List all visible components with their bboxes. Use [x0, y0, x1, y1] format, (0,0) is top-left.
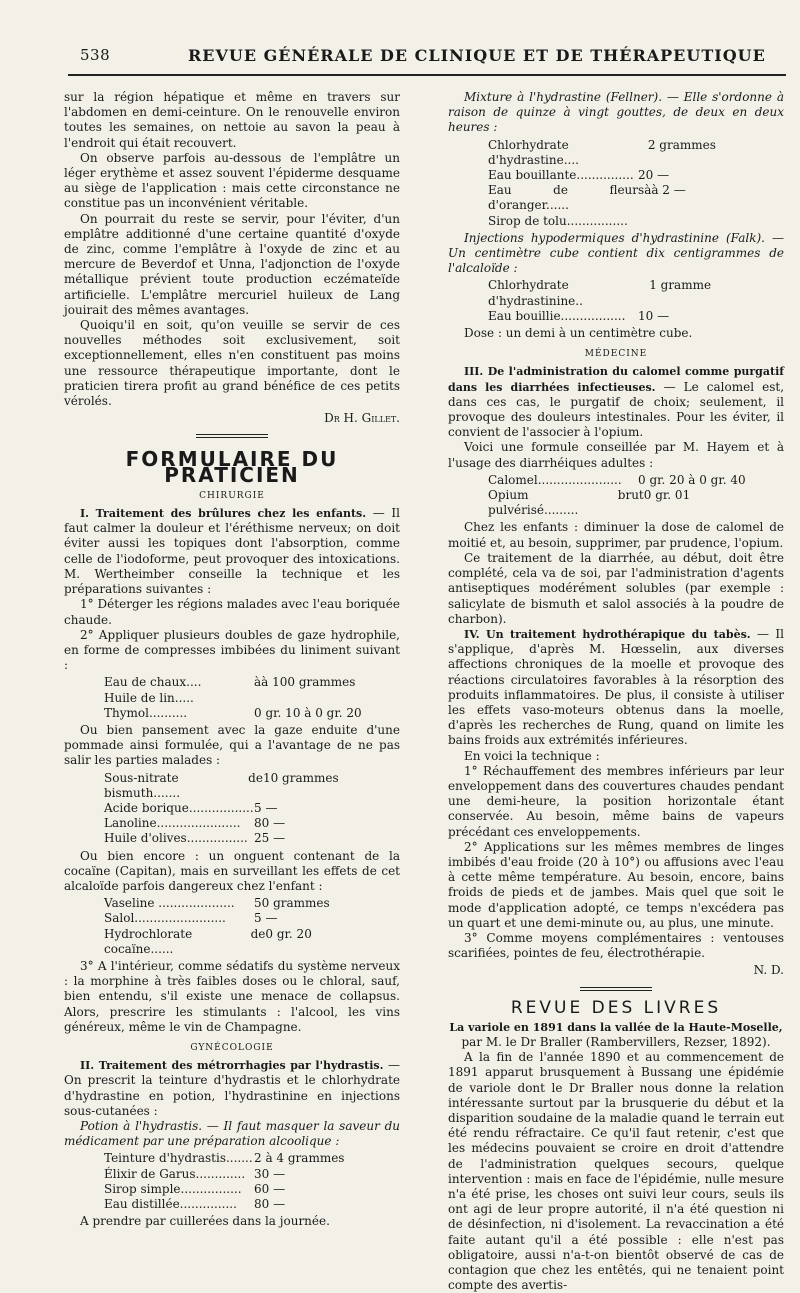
intro-paragraph-2: On observe parfois au-dessous de l'emplâtre un léger erythème et assez souvent l'épiderme desquame au siège de l'application : mais cette circonstance ne constitue pas un inconvénient véritable.: [64, 150, 400, 211]
recipe-row: [488, 183, 748, 213]
recipe-row: [104, 1151, 364, 1166]
recipe-row: [104, 691, 364, 706]
book-title: La variole en 1891 dans la vallée de la Haute-Moselle,: [449, 1020, 783, 1034]
item-3: [448, 364, 784, 440]
recipe-row: [104, 831, 364, 846]
recipe-potion: [104, 1151, 400, 1212]
item-1-text: — Il faut calmer la douleur et l'éréthisme nerveux; on doit éviter aussi les topiques dont l'absorption, comme celle de l'iodoforme, peut provoquer des intoxications. M. Wertheimber conseille la technique et les préparations suivantes :: [64, 506, 400, 597]
recipe-injections: [488, 278, 784, 324]
livres-title: REVUE DES LIVRES: [510, 997, 722, 1018]
livres-divider: [580, 987, 652, 991]
recipe-row: [488, 278, 748, 308]
ingredient: Sirop de tolu................: [488, 213, 628, 228]
subhead-gynecologie: GYNÉCOLOGIE: [190, 1042, 274, 1053]
book-author: par M. le Dr Braller (Rambervillers, Rezser, 1892).: [461, 1034, 771, 1049]
intro-paragraph-4: Quoiqu'il en soit, qu'on veuille se servir de ces nouvelles méthodes soit exclusivement, soit exceptionnellement, elles n'en constituent pas moins une ressource thérapeutique importante, dont le praticien tirera profit au grand bénéfice de ces petits vérolés.: [64, 318, 400, 409]
ingredient: Eau de chaux....: [104, 675, 202, 690]
item-2-heading: II. Traitement des métrorrhagies par l'hydrastis.: [80, 1059, 384, 1073]
ingredient: Chlorhydrate d'hydrastinine..: [488, 278, 583, 308]
ingredient: Salol........................: [104, 911, 226, 926]
ingredient: Chlorhydrate d'hydrastine....: [488, 137, 579, 167]
recipe-row: [104, 927, 364, 957]
item-1-step-3: 3° A l'intérieur, comme sédatifs du système nerveux : la morphine à très faibles doses ou le chloral, sauf, bien entendu, s'il existe une menace de collapsus. Alors, prescrire les stimulants : l'alcool, les vins généreux, même le vin de Champagne.: [64, 958, 400, 1034]
recipe-row: [104, 911, 364, 926]
item-3-heading: III. De l'administration du calomel comme purgatif dans les diarrhées infectieuses.: [448, 365, 784, 394]
item-3-text: — Le calomel est, dans ces cas, le purgatif de choix; seulement, il provoque des douleurs intestinales. Pour les éviter, il convient de l'associer à l'opium.: [448, 379, 785, 440]
quantity: 25 —: [254, 831, 286, 846]
recipe-row: [488, 473, 748, 488]
quantity: 0 gr. 20 à 0 gr. 40: [638, 472, 746, 487]
ingredient: Lanoline......................: [104, 816, 241, 831]
intro-paragraph-1: sur la région hépatique et même en travers sur l'abdomen en demi-ceinture. On le renouvelle environ toutes les semaines, on nettoie au savon la peau à l'endroit qui était recouvert.: [64, 90, 400, 150]
dose-text: Dose : un demi à un centimètre cube.: [464, 326, 693, 341]
item-4-step-3: 3° Comme moyens complémentaires : ventouses scarifiées, pointes de feu, électrothérapie.: [448, 930, 784, 961]
quantity: 10 grammes: [262, 770, 339, 785]
page-number: 538: [80, 46, 111, 64]
recipe-row: [488, 488, 748, 518]
author-signature: Dr H. Gillet.: [324, 411, 400, 426]
ingredient: Eau bouillante...............: [488, 168, 634, 183]
ingredient: Opium brut pulvérisé.........: [488, 488, 644, 518]
recipe-row: [104, 1167, 364, 1182]
item-4-step-1: 1° Réchauffement des membres inférieurs par leur enveloppement dans des couvertures chaudes pendant une demi-heure, la position horizontale étant conservée. Au besoin, même bains de vapeurs précédant ces enveloppements.: [448, 763, 784, 839]
section-divider: [196, 434, 268, 438]
section-title: FORMULAIRE DU PRATICIEN: [125, 447, 339, 487]
quantity: 0 gr. 20: [265, 926, 312, 941]
quantity: 2 grammes: [647, 137, 716, 152]
item-1-step-1: 1° Déterger les régions malades avec l'eau boriquée chaude.: [64, 597, 400, 627]
recipe-row: [104, 675, 364, 690]
recipe-pommade: [104, 771, 400, 847]
subhead-medecine: MÉDECINE: [584, 349, 648, 360]
quantity: 80 —: [254, 816, 286, 831]
quantity: 20 —: [638, 168, 670, 183]
ingredient: Sous-nitrate de bismuth.......: [104, 770, 263, 800]
quantity: àà 2 —: [644, 183, 686, 198]
quantity: 1 gramme: [649, 278, 712, 293]
item-1-heading: I. Traitement des brûlures chez les enfants.: [80, 507, 367, 521]
ingredient: Huile d'olives................: [104, 831, 248, 846]
ingredient: Acide borique.................: [104, 800, 254, 815]
recipe-row: [488, 309, 748, 324]
quantity: [638, 214, 748, 229]
recipe-liniment: [104, 675, 400, 721]
quantity: 5 —: [254, 800, 278, 815]
recipe-row: [104, 706, 364, 721]
item-1-step-2: 2° Appliquer plusieurs doubles de gaze hydrophile, en forme de compresses imbibées du liniment suivant :: [64, 627, 400, 673]
item-3-p4: Ce traitement de la diarrhée, au début, doit être complété, cela va de soi, par l'administration d'agents antiseptiques modérément solubles (par exemple : salicylate de bismuth et salol associés à la poudre de charbon).: [448, 550, 784, 626]
item-2-end: A prendre par cuillerées dans la journée.: [80, 1214, 330, 1229]
ingredient: Eau de fleurs d'oranger......: [488, 183, 645, 213]
recipe-row: [104, 771, 364, 801]
recipe-row: [104, 816, 364, 831]
running-header: [68, 44, 788, 72]
recipe-row: [488, 138, 748, 168]
author-signature-2: N. D.: [753, 963, 784, 978]
item-1: [64, 506, 400, 597]
quantity: 2 à 4 grammes: [254, 1151, 345, 1166]
ingredient: Huile de lin.....: [104, 690, 194, 705]
header-rule: [68, 74, 786, 76]
quantity: 60 —: [254, 1181, 286, 1196]
ingredient: Teinture d'hydrastis.......: [104, 1151, 253, 1166]
left-column: [64, 90, 400, 1229]
quantity: 5 —: [254, 911, 278, 926]
item-4-text: — Il s'applique, d'après M. Hœsselin, aux diverses affections chroniques de la moelle et provoque des réactions circulatoires favorables à la résorption des produits inflammatoires. De plus, il consiste à utiliser les effets vaso-moteurs obtenus dans la moelle, d'après les recherches de Rung, quand on limite les bains froids aux extrémités inférieures.: [448, 626, 784, 748]
item-3-p2: Voici une formule conseillée par M. Hayem et à l'usage des diarrhéiques adultes :: [448, 440, 784, 470]
injections-heading: Injections hypodermiques d'hydrastinine (Falk). — Un centimètre cube contient dix centigrammes de l'alcaloïde :: [448, 230, 784, 276]
quantity: 0 gr. 10 à 0 gr. 20: [254, 705, 362, 720]
quantity: 30 —: [254, 1166, 286, 1181]
quantity: 0 gr. 01: [643, 488, 691, 503]
recipe-row: [488, 214, 748, 229]
recipe-onguent: [104, 896, 400, 957]
right-column: [448, 90, 784, 1293]
item-1-after-2: Ou bien encore : un onguent contenant de la cocaïne (Capitan), mais en surveillant les effets de cet alcaloïde parfois dangereux chez l'enfant :: [64, 848, 400, 893]
ingredient: Calomel......................: [488, 472, 622, 487]
ingredient: Eau distillée...............: [104, 1197, 237, 1212]
item-4-heading: IV. Un traitement hydrothérapique du tabès.: [464, 627, 751, 641]
recipe-row: [104, 801, 364, 816]
ingredient: Sirop simple................: [104, 1181, 242, 1196]
quantity: [254, 691, 364, 706]
item-2: [64, 1058, 400, 1119]
ingredient: Hydrochlorate de cocaïne......: [104, 926, 266, 956]
quantity: àà 100 grammes: [254, 675, 356, 690]
subhead-chirurgie: CHIRURGIE: [199, 490, 265, 501]
quantity: 80 —: [254, 1197, 286, 1212]
ingredient: Eau bouillie.................: [488, 308, 626, 323]
item-2-text: — On prescrit la teinture d'hydrastis et le chlorhydrate d'hydrastine en potion, l'hydrastinine en injections sous-cutanées :: [64, 1058, 400, 1118]
recipe-row: [104, 1182, 364, 1197]
recipe-row: [104, 896, 364, 911]
recipe-row: [104, 1197, 364, 1212]
ingredient: Thymol..........: [104, 705, 188, 720]
quantity: 50 grammes: [254, 896, 330, 911]
item-4-step-2: 2° Applications sur les mêmes membres de linges imbibés d'eau froide (20 à 10°) ou affusions avec l'eau à cette même température. Au besoin, encore, bains froids de pieds et de jambes. Mais quel que soit le mode d'application adopté, ce temps n'excédera pas un quart et une demi-minute ou, au plus, une minute.: [448, 839, 784, 930]
recipe-calomel: [488, 473, 784, 519]
item-4: [448, 627, 784, 749]
ingredient: Vaseline ....................: [104, 896, 235, 911]
item-2-potion: Potion à l'hydrastis. — Il faut masquer la saveur du médicament par une préparation alcoolique :: [64, 1119, 400, 1149]
item-1-after-1: Ou bien pansement avec la gaze enduite d'une pommade ainsi formulée, qui a l'avantage de ne pas salir les parties malades :: [64, 722, 400, 768]
book-review-text: A la fin de l'année 1890 et au commencement de 1891 apparut brusquement à Bussang une épidémie de variole dont le Dr Braller nous donne la relation intéressante surtout par la brusquerie du début et la disparition soudaine de la maladie quand le terrain eut été rendu réfractaire. Ce qu'il faut retenir, c'est que les médecins pouvaient se croire en droit d'attendre de l'administration quelques secours, quelque intervention : mais en face de l'épidémie, nulle mesure n'a été prise, les choses ont suivi leur cours, seuls ils ont agi de leur propre autorité, il n'a été question ni de désinfection, ni d'isolement. La revaccination a été faite autant qu'il a été possible : elle n'est pas obligatoire, aussi n'a-t-on bientôt observé de cas de contagion que chez les entêtés, qui ne tenaient point compte des avertis-: [448, 1050, 784, 1293]
ingredient: Élixir de Garus.............: [104, 1166, 246, 1181]
intro-paragraph-3: On pourrait du reste se servir, pour l'éviter, d'un emplâtre additionné d'une certaine quantité d'oxyde de zinc, comme l'emplâtre à l'oxyde de zinc et au mercure de Beverdof et Unna, l'adjonction de l'oxyde métallique prévient toute production eczémateïde artificielle. L'emplâtre mercuriel huileux de Lang jouirait des mêmes avantages.: [64, 211, 400, 317]
item-3-p3: Chez les enfants : diminuer la dose de calomel de moitié et, au besoin, supprimer, par prudence, l'opium.: [448, 520, 784, 550]
item-4-p2: En voici la technique :: [464, 748, 600, 763]
recipe-mixture: [488, 138, 784, 229]
quantity: 10 —: [638, 308, 670, 323]
journal-title: REVUE GÉNÉRALE DE CLINIQUE ET DE THÉRAPEUTIQUE: [188, 46, 766, 65]
mixture-heading: Mixture à l'hydrastine (Fellner). — Elle s'ordonne à raison de quinze à vingt gouttes, de deux en deux heures :: [448, 90, 784, 135]
recipe-row: [488, 168, 748, 183]
